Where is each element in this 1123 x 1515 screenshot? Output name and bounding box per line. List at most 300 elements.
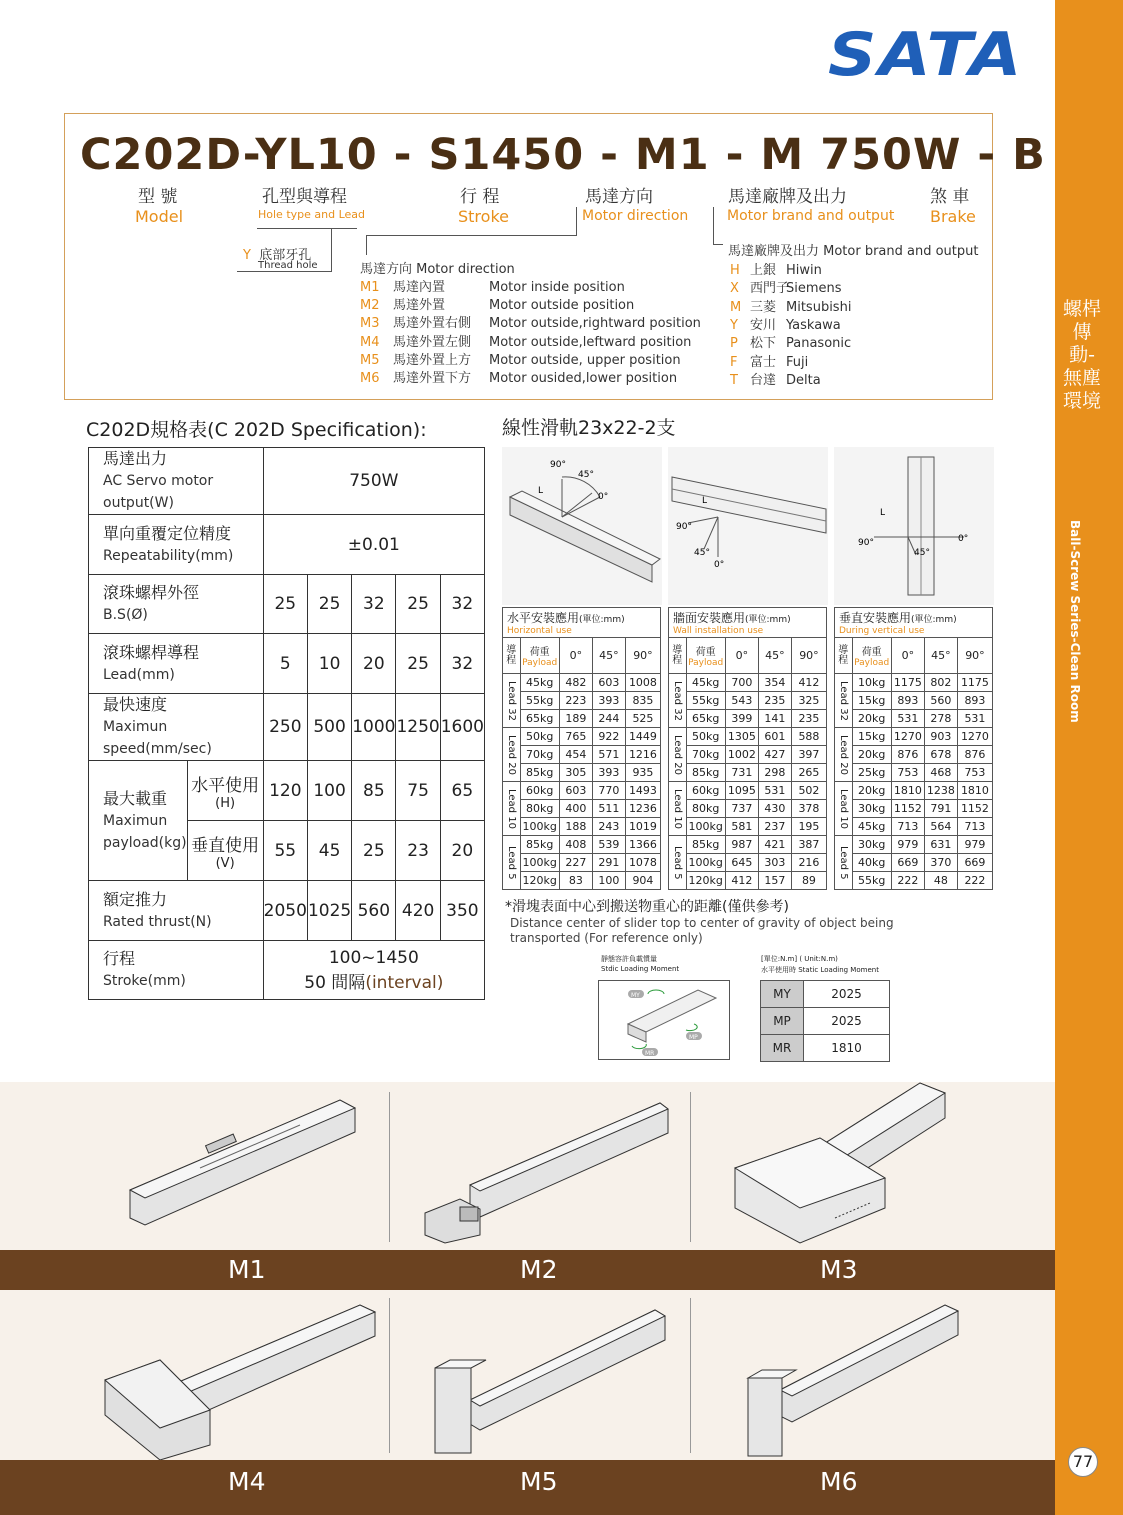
spec-cell: 1000 [352,694,396,761]
load-cell: 70kg [520,746,559,764]
load-cell: 802 [924,674,957,692]
load-row [503,764,661,782]
load-cell: 195 [791,818,826,836]
load-cell: 157 [758,872,791,890]
label-model-zh: 型 號 [138,187,178,207]
svg-text:45°: 45° [578,470,594,480]
load-table-title: 水平安裝應用(單位:mm) Horizontal use [503,608,661,638]
leader-line [331,228,332,272]
load-cell: 893 [957,692,992,710]
payload-header: 荷重 Payload [852,638,891,674]
angle-header: 0° [725,638,758,674]
load-row [835,746,993,764]
spec-cell: 23 [396,821,440,881]
actuator-m5-image [430,1300,670,1460]
load-table [668,607,827,890]
load-cell: 20kg [852,710,891,728]
load-row [835,674,993,692]
lead-header: 導程 [503,638,521,674]
load-cell: 354 [758,674,791,692]
load-cell: 400 [559,800,592,818]
actuator-m4-image [100,1300,380,1460]
load-row [669,836,827,854]
load-cell: 100kg [686,818,725,836]
load-cell: 669 [891,854,924,872]
spec-cell: 32 [440,634,484,694]
load-row [669,872,827,890]
load-cell: 15kg [852,692,891,710]
load-row [503,692,661,710]
load-cell: 603 [559,782,592,800]
load-cell: 935 [625,764,660,782]
load-cell: 979 [891,836,924,854]
load-cell: 1270 [957,728,992,746]
load-row [835,854,993,872]
load-cell: 468 [924,764,957,782]
load-cell: 412 [725,872,758,890]
load-cell: 378 [791,800,826,818]
label-brand-en: Motor brand and output [727,208,895,224]
load-cell: 645 [725,854,758,872]
label-model-en: Model [135,207,184,226]
load-cell: 1152 [891,800,924,818]
motor-direction-item: M1 馬達內置 Motor inside position [360,280,625,295]
angle-header: 45° [758,638,791,674]
load-row [669,746,827,764]
load-cell: 60kg [520,782,559,800]
load-cell: 770 [592,782,625,800]
moment-label-mr: MR [645,1050,655,1057]
load-cell: 25kg [852,764,891,782]
load-cell: 454 [559,746,592,764]
load-cell: 753 [891,764,924,782]
load-row [835,872,993,890]
spec-repeat-label: 單向重覆定位精度 Repeatability(mm) [89,515,264,575]
load-cell: 603 [592,674,625,692]
wall-mount-diagram [668,447,828,605]
rail-title: 線性滑軌23x22-2支 [502,417,676,439]
load-table [502,607,661,890]
spec-cell: 32 [440,575,484,634]
spec-cell: 25 [352,821,396,881]
load-cell: 50kg [520,728,559,746]
load-row [503,782,661,800]
load-row [503,674,661,692]
svg-text:L: L [702,496,708,506]
load-cell: 564 [924,818,957,836]
load-cell: 45kg [686,674,725,692]
spec-cell: 65 [440,761,484,821]
load-cell: 408 [559,836,592,854]
label-direction-en: Motor direction [582,208,689,224]
load-cell: 399 [725,710,758,728]
load-cell: 100 [592,872,625,890]
spec-cell: 45 [307,821,351,881]
load-cell: 531 [891,710,924,728]
load-row [669,674,827,692]
lead-label: Lead 20 [835,728,853,782]
load-table-title: 垂直安裝應用(單位:mm) During vertical use [835,608,993,638]
load-cell: 560 [924,692,957,710]
load-cell: 15kg [852,728,891,746]
load-cell: 65kg [686,710,725,728]
page-number: 77 [1068,1447,1098,1477]
motor-brand-item: Y 安川 Yaskawa [730,317,841,333]
moment-label-mp: MP [689,1034,698,1041]
hole-code: Y [243,248,251,263]
load-row [835,800,993,818]
leader-line [237,271,332,272]
leader-line [576,207,577,235]
load-cell: 235 [791,710,826,728]
label-brake-zh: 煞 車 [930,187,970,207]
load-cell: 222 [957,872,992,890]
moment-value: 1810 [804,1035,890,1062]
lead-label: Lead 20 [503,728,521,782]
spec-cell: 20 [440,821,484,881]
load-cell: 243 [592,818,625,836]
load-cell: 1095 [725,782,758,800]
moment-caption-zh: 靜態容許負載慣量 [601,955,657,963]
hole-en: Thread hole [258,260,318,271]
leader-line [366,235,367,255]
motor-brand-item: P 松下 Panasonic [730,336,852,352]
moment-value: 2025 [804,1008,890,1035]
lead-label: Lead 5 [835,836,853,890]
divider [389,1092,390,1242]
load-table-title: 牆面安裝應用(單位:mm) Wall installation use [669,608,827,638]
load-cell: 370 [924,854,957,872]
load-cell: 45kg [852,818,891,836]
variant-label: M2 [520,1255,558,1284]
load-row [503,710,661,728]
load-cell: 80kg [520,800,559,818]
load-cell: 412 [791,674,826,692]
moment-key: MR [761,1035,804,1062]
load-cell: 55kg [520,692,559,710]
load-cell: 482 [559,674,592,692]
motor-brand-item: T 台達 Delta [730,372,821,388]
load-row [835,836,993,854]
actuator-m6-image [740,1300,970,1460]
note-en-2: transported (For reference only) [510,931,703,945]
load-cell: 601 [758,728,791,746]
spec-cell: 1600 [440,694,484,761]
load-row [835,764,993,782]
hole-zh: 底部牙孔 [259,248,312,263]
moment-caption-right: 水平使用時 Static Loading Moment [761,966,879,974]
load-row [669,818,827,836]
spec-motor-label: 馬達出力 AC Servo motor output(W) [89,448,264,515]
load-cell: 244 [592,710,625,728]
angle-header: 0° [891,638,924,674]
spec-cell: 85 [352,761,396,821]
svg-text:90°: 90° [676,522,692,532]
load-cell: 1449 [625,728,660,746]
load-row [503,818,661,836]
load-cell: 765 [559,728,592,746]
spec-cell: 25 [263,575,307,634]
load-cell: 298 [758,764,791,782]
motor-direction-item: M2 馬達外置 Motor outside position [360,298,635,314]
angle-header: 90° [791,638,826,674]
spec-payload-label: 最大載重 Maximun payload(kg) [89,761,188,881]
sidebar-title-en: Ball-Screw Series-Clean Room [1068,520,1082,723]
load-row [669,692,827,710]
load-cell: 1493 [625,782,660,800]
spec-cell: 120 [263,761,307,821]
load-cell: 922 [592,728,625,746]
load-cell: 55kg [686,692,725,710]
load-row [835,782,993,800]
horizontal-mount-diagram [502,447,662,605]
leader-line [713,207,714,245]
load-row [669,782,827,800]
load-cell: 1270 [891,728,924,746]
load-cell: 20kg [852,746,891,764]
divider [690,1092,691,1242]
spec-cell: 10 [307,634,351,694]
load-cell: 903 [924,728,957,746]
payload-header: 荷重 Payload [520,638,559,674]
load-cell: 531 [758,782,791,800]
load-cell: 397 [791,746,826,764]
load-cell: 1175 [891,674,924,692]
load-cell: 48 [924,872,957,890]
sidebar-title-zh: 螺桿傳動-無塵環境 [1062,298,1101,412]
lead-label: Lead 32 [835,674,853,728]
spec-cell: 2050 [263,881,307,941]
load-cell: 502 [791,782,826,800]
load-cell: 70kg [686,746,725,764]
lead-label: Lead 32 [503,674,521,728]
sata-logo: SATA [828,20,1024,90]
motor-brand-item: F 富士 Fuji [730,354,809,370]
load-cell: 543 [725,692,758,710]
moment-caption-en: Stdic Loading Moment [601,965,680,973]
motor-direction-item: M3 馬達外置右側 Motor outside,rightward position [360,316,701,332]
spec-cell: 25 [396,634,440,694]
svg-text:90°: 90° [550,460,566,470]
actuator-m2-image [420,1095,670,1245]
spec-stroke-value: 100~1450 50 間隔(interval) [263,941,484,1000]
load-cell: 50kg [686,728,725,746]
load-cell: 80kg [686,800,725,818]
lead-header: 導程 [835,638,853,674]
load-cell: 987 [725,836,758,854]
svg-text:0°: 0° [958,534,969,544]
load-cell: 791 [924,800,957,818]
spec-speed-label: 最快速度 Maximun speed(mm/sec) [89,694,264,761]
load-cell: 588 [791,728,826,746]
load-cell: 531 [957,710,992,728]
load-cell: 55kg [852,872,891,890]
lead-label: Lead 5 [669,836,687,890]
lead-label: Lead 20 [669,728,687,782]
load-row [503,746,661,764]
load-cell: 20kg [852,782,891,800]
spec-motor-value: 750W [263,448,484,515]
load-cell: 89 [791,872,826,890]
vertical-mount-diagram [834,447,994,605]
svg-text:L: L [538,486,544,496]
spec-cell: 500 [307,694,351,761]
label-direction-zh: 馬達方向 [585,187,653,207]
angle-header: 45° [924,638,957,674]
variant-label: M1 [228,1255,266,1284]
spec-cell: 25 [396,575,440,634]
load-cell: 303 [758,854,791,872]
lead-label: Lead 10 [835,782,853,836]
svg-text:45°: 45° [914,548,930,558]
spec-thrust-label: 額定推力 Rated thrust(N) [89,881,264,941]
angle-header: 0° [559,638,592,674]
load-cell: 100kg [520,818,559,836]
load-cell: 189 [559,710,592,728]
load-cell: 731 [725,764,758,782]
label-brake-en: Brake [930,207,976,226]
spec-cell: 25 [307,575,351,634]
moment-key: MY [761,981,804,1008]
load-cell: 421 [758,836,791,854]
load-cell: 904 [625,872,660,890]
load-cell: 1078 [625,854,660,872]
load-row [835,728,993,746]
load-row [503,872,661,890]
load-row [503,836,661,854]
label-hole-zh: 孔型與導程 [262,187,347,207]
svg-text:90°: 90° [858,538,874,548]
load-row [669,800,827,818]
label-brand-zh: 馬達廠牌及出力 [728,187,847,207]
load-cell: 713 [891,818,924,836]
moment-unit: [單位:N.m] ( Unit:N.m) [761,955,838,963]
variant-label: M6 [820,1467,858,1496]
motor-direction-item: M4 馬達外置左側 Motor outside,leftward position [360,334,692,350]
lead-label: Lead 10 [669,782,687,836]
actuator-m3-image [730,1078,960,1248]
variant-label: M5 [520,1467,558,1496]
spec-cell: 32 [352,575,396,634]
load-cell: 1008 [625,674,660,692]
spec-title: C202D規格表(C 202D Specification): [86,419,427,441]
actuator-m1-image [120,1090,360,1240]
load-cell: 1810 [891,782,924,800]
leader-line [366,235,577,236]
spec-repeat-value: ±0.01 [263,515,484,575]
load-cell: 60kg [686,782,725,800]
motor-brand-title: 馬達廠牌及出力 Motor brand and output [728,244,979,259]
load-row [835,710,993,728]
load-cell: 223 [559,692,592,710]
load-cell: 1810 [957,782,992,800]
motor-brand-item: X 西門子Siemens [730,281,842,297]
load-row [503,854,661,872]
load-cell: 30kg [852,836,891,854]
motor-brand-item: M 三菱 Mitsubishi [730,299,852,315]
spec-cell: 100 [307,761,351,821]
svg-text:0°: 0° [598,492,609,502]
load-cell: 222 [891,872,924,890]
load-cell: 737 [725,800,758,818]
spec-cell: 1025 [307,881,351,941]
moment-key: MP [761,1008,804,1035]
load-cell: 120kg [686,872,725,890]
load-cell: 85kg [686,764,725,782]
load-cell: 753 [957,764,992,782]
load-cell: 1236 [625,800,660,818]
lead-label: Lead 32 [669,674,687,728]
load-cell: 1152 [957,800,992,818]
load-cell: 393 [592,764,625,782]
moment-diagram [598,980,730,1060]
load-cell: 700 [725,674,758,692]
load-cell: 1305 [725,728,758,746]
load-cell: 876 [891,746,924,764]
load-cell: 83 [559,872,592,890]
load-cell: 100kg [520,854,559,872]
load-cell: 713 [957,818,992,836]
moment-table [760,980,890,1062]
load-cell: 835 [625,692,660,710]
load-cell: 227 [559,854,592,872]
spec-lead-label: 滾珠螺桿導程 Lead(mm) [89,634,264,694]
load-cell: 678 [924,746,957,764]
load-cell: 85kg [520,836,559,854]
load-cell: 539 [592,836,625,854]
variant-label: M4 [228,1467,266,1496]
load-row [669,854,827,872]
spec-cell: 20 [352,634,396,694]
load-cell: 631 [924,836,957,854]
variant-label: M3 [820,1255,858,1284]
load-cell: 278 [924,710,957,728]
lead-label: Lead 10 [503,782,521,836]
load-cell: 1175 [957,674,992,692]
load-cell: 65kg [520,710,559,728]
moment-value: 2025 [804,981,890,1008]
load-cell: 525 [625,710,660,728]
spec-cell: 350 [440,881,484,941]
angle-header: 90° [625,638,660,674]
load-cell: 100kg [686,854,725,872]
load-cell: 235 [758,692,791,710]
label-stroke-en: Stroke [458,207,509,226]
leader-line [257,228,357,229]
divider [690,1298,691,1453]
variant-band-bottom [0,1460,1055,1515]
load-cell: 265 [791,764,826,782]
lead-label: Lead 5 [503,836,521,890]
load-cell: 581 [725,818,758,836]
spec-stroke-label: 行程 Stroke(mm) [89,941,264,1000]
load-row [669,710,827,728]
load-row [835,818,993,836]
load-cell: 511 [592,800,625,818]
load-cell: 85kg [686,836,725,854]
load-cell: 120kg [520,872,559,890]
load-cell: 1019 [625,818,660,836]
load-row [669,764,827,782]
spec-table [88,447,485,1000]
spec-payload-h-label: 水平使用 (H) [187,761,263,821]
leader-line [713,244,723,245]
load-cell: 10kg [852,674,891,692]
load-cell: 45kg [520,674,559,692]
motor-brand-item: H 上銀 Hiwin [730,263,822,278]
load-cell: 979 [957,836,992,854]
load-table [834,607,993,890]
